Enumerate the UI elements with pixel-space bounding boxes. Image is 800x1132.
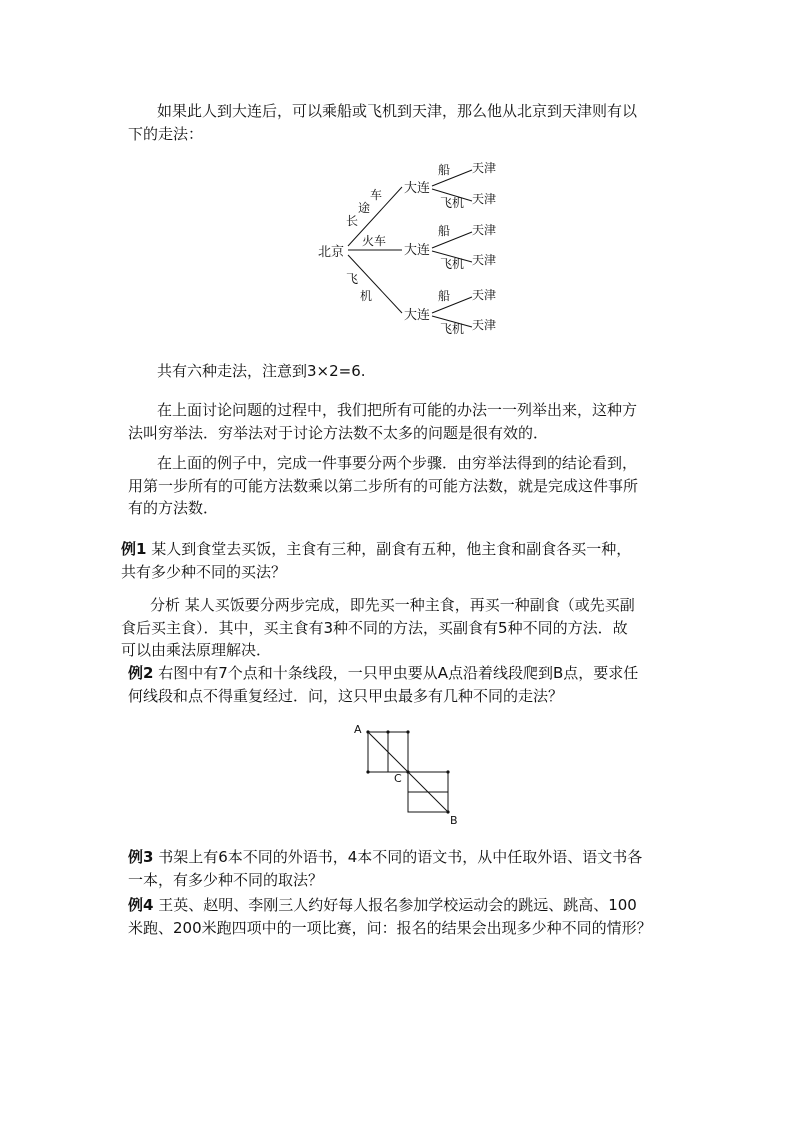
example-2-line-2: 何线段和点不得重复经过．问，这只甲虫最多有几种不同的走法？ [128,687,564,705]
label-ship-3: 船 [438,289,451,303]
label-ship-2: 船 [438,224,451,238]
example-4-line-2: 米跑、200米跑四项中的一项比赛，问：报名的结果会出现多少种不同的情形？ [128,919,652,937]
example-3-line-1 [128,846,642,868]
example-2-text: 右图中有7个点和十条线段，一只甲虫要从A点沿着线段爬到B点，要求任 [153,664,639,682]
leaf-tianjin-5: 天津 [472,288,497,302]
label-ship-1: 船 [438,163,451,177]
example-3-line-2: 一本，有多少种不同的取法？ [128,871,324,889]
route-label-ji: 机 [360,289,373,303]
example-1-label: 例1 [121,540,147,558]
analysis-line-2: 食后买主食）．其中，买主食有3种不同的方法，买副食有5种不同的方法．故 [121,619,628,637]
route-label-chang: 长 [346,214,359,228]
example-3-text: 书架上有6本不同的外语书，4本不同的语文书，从中任取外语、语文书各 [153,848,643,866]
conclusion-line-3: 有的方法数． [128,499,219,517]
label-plane-3: 飞机 [440,322,465,336]
analysis-line-3: 可以由乘法原理解决． [121,641,272,659]
analysis-line-1: 分析 某人买饭要分两步完成，即先买一种主食，再买一种副食（或先买副 [150,596,635,614]
example-1-text: 某人到食堂去买饭，主食有三种，副食有五种，他主食和副食各买一种， [146,540,632,558]
six-ways-text: 共有六种走法，注意到3×2=6. [157,362,366,380]
example-2-line-1 [128,662,638,684]
conclusion-line-2: 用第一步所有的可能方法数乘以第二步所有的可能方法数，就是完成这件事所 [128,477,639,495]
enumeration-line-1: 在上面讨论问题的过程中，我们把所有可能的办法一一列举出来，这种方 [157,401,638,419]
label-plane-1: 飞机 [440,196,465,210]
leaf-tianjin-4: 天津 [472,253,497,267]
route-label-train: 火车 [362,234,387,248]
grid-figure [346,718,466,838]
tree-root-beijing: 北京 [318,245,345,260]
example-1-line-2: 共有多少种不同的买法？ [121,563,287,581]
label-plane-2: 飞机 [440,257,465,271]
grid-label-a: A [354,723,362,736]
leaf-tianjin-6: 天津 [472,318,497,332]
example-4-label: 例4 [128,896,154,914]
intro-line-1: 如果此人到大连后，可以乘船或飞机到天津，那么他从北京到天津则有以 [157,102,638,120]
leaf-tianjin-3: 天津 [472,223,497,237]
leaf-tianjin-2: 天津 [472,192,497,206]
example-3-label: 例3 [128,848,154,866]
grid-label-c: C [394,772,402,785]
tree-node-dalian-3: 大连 [404,308,431,323]
route-label-che: 车 [370,188,383,202]
grid-label-b: B [450,814,458,827]
conclusion-line-1: 在上面的例子中，完成一件事要分两个步骤．由穷举法得到的结论看到， [157,454,638,472]
route-label-tu: 途 [358,201,371,215]
example-4-line-1 [128,894,637,916]
intro-line-2: 下的走法： [128,125,204,143]
tree-node-dalian-1: 大连 [404,181,431,196]
example-4-text: 王英、赵明、李刚三人约好每人报名参加学校运动会的跳远、跳高、100 [153,896,637,914]
tree-node-dalian-2: 大连 [404,243,431,258]
example-2-label: 例2 [128,664,154,682]
enumeration-line-2: 法叫穷举法．穷举法对于讨论方法数不太多的问题是很有效的． [128,424,549,442]
example-1-line-1 [121,538,631,560]
route-label-fei: 飞 [346,272,359,286]
leaf-tianjin-1: 天津 [472,161,497,175]
